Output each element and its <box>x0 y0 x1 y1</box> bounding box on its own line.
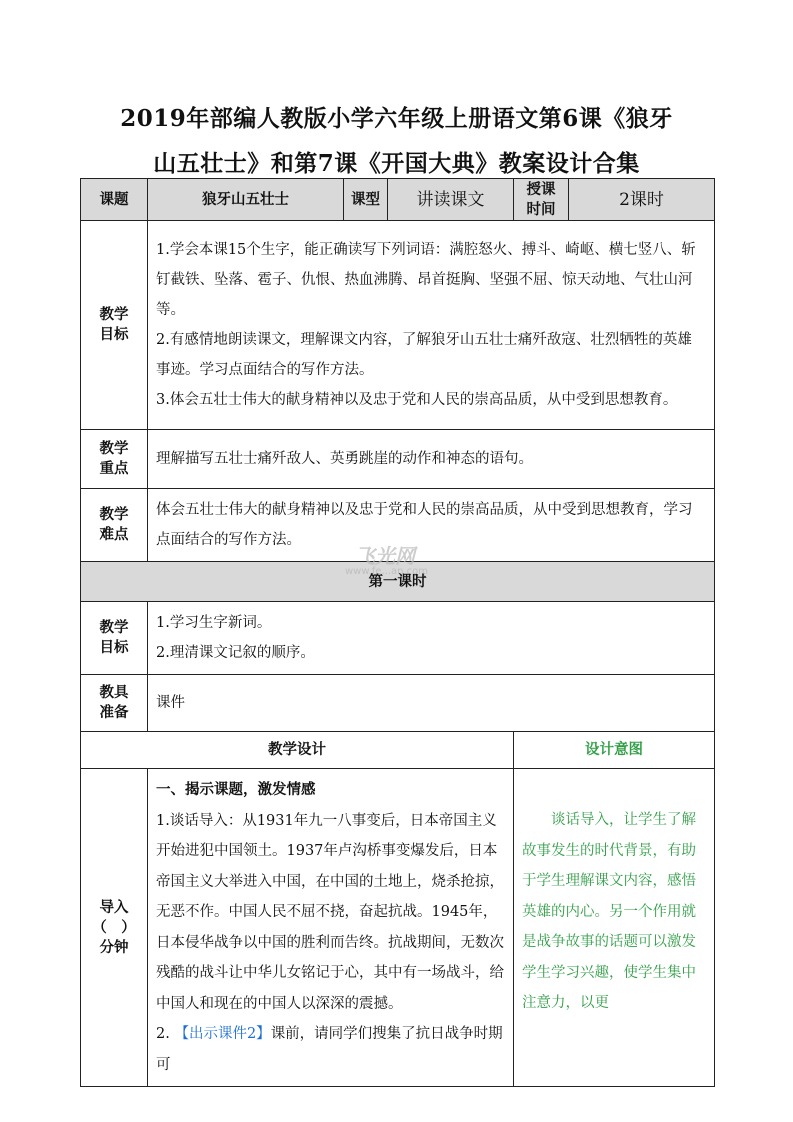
watermark-url: www.fe...an.com <box>345 566 429 577</box>
materials-label <box>81 675 148 732</box>
intent-column-header: 设计意图 <box>514 732 715 769</box>
paragraph-2-prefix: 2. <box>156 1026 170 1042</box>
first-lesson-objectives-row <box>81 602 715 675</box>
objectives-label-line-2: 目标 <box>99 326 129 343</box>
objective-item: 2.有感情地朗读课文，理解课文内容，了解狼牙山五壮士痛歼敌寇、壮烈牺牲的英雄事迹。学习点面结合的写作方法。 <box>156 332 692 378</box>
document-title-line-2: 山五壮士》和第7课《开国大典》教案设计合集 <box>153 150 640 177</box>
key-points-label <box>81 430 148 489</box>
design-paragraph-2 <box>156 1019 505 1080</box>
first-lesson-objectives-label <box>81 602 148 675</box>
section-label <box>81 769 148 1087</box>
topic-label: 课题 <box>81 179 148 221</box>
materials-label-line-1: 教具 <box>99 684 129 701</box>
intent-text: 谈话导入，让学生了解故事发生的时代背景，有助于学生理解课文内容，感悟英雄的内心。另一个作用就是战争故事的话题可以激发学生学习兴趣，使学生集中注意力，以更 <box>514 769 715 1087</box>
objectives-row <box>81 221 715 430</box>
first-lesson-band <box>81 562 715 602</box>
topic-value: 狼牙山五壮士 <box>148 179 344 221</box>
time-label <box>514 179 569 221</box>
paragraph-2-text: 课前，请同学们搜集了抗日战争时期可 <box>156 1026 503 1073</box>
design-header-row <box>81 732 715 769</box>
first-lesson-objective-item: 2.理清课文记叙的顺序。 <box>156 645 315 661</box>
design-column-header: 教学设计 <box>81 732 514 769</box>
difficulties-label <box>81 489 148 562</box>
objective-item: 3.体会五壮士伟大的献身精神以及忠于党和人民的崇高品质，从中受到思想教育。 <box>156 392 678 408</box>
lesson-plan-table <box>80 178 715 1087</box>
objectives-label <box>81 221 148 430</box>
materials-text: 课件 <box>148 675 715 732</box>
difficulties-label-line-1: 教学 <box>99 506 129 523</box>
materials-row <box>81 675 715 732</box>
type-value: 讲读课文 <box>388 179 514 221</box>
objectives-label-line-1: 教学 <box>99 306 129 323</box>
first-lesson-objectives <box>148 602 715 675</box>
first-lesson-objectives-label-line-1: 教学 <box>99 619 129 636</box>
key-points-row <box>81 430 715 489</box>
objective-item: 1.学会本课15个生字，能正确读写下列词语：满腔怒火、搏斗、崎岖、横七竖八、斩钉截铁、坠落、雹子、仇恨、热血沸腾、昂首挺胸、坚强不屈、惊天动地、气壮山河等。 <box>156 242 696 318</box>
difficulties-text: 体会五壮士伟大的献身精神以及忠于党和人民的崇高品质，从中受到思想教育，学习点面结合的写作方法。 <box>148 489 715 562</box>
time-label-line-2: 时间 <box>526 200 556 218</box>
document-title-line-1: 2019年部编人教版小学六年级上册语文第6课《狼牙 <box>120 105 673 132</box>
key-points-label-line-1: 教学 <box>99 440 129 457</box>
type-label: 课型 <box>344 179 388 221</box>
design-content <box>148 769 514 1087</box>
design-content-row <box>81 769 715 1087</box>
time-value: 2课时 <box>569 179 715 221</box>
design-paragraph-1: 1.谈话导入：从1931年九一八事变后，日本帝国主义开始进犯中国领土。1937年卢沟桥事变爆发后，日本帝国主义大举进入中国，在中国的土地上，烧杀抢掠，无恶不作。中国人民不屈不挠，奋起抗战。1945年，日本侵华战争以中国的胜利而告终。抗战期间，无数次残酷的战斗让中华儿女铭记于心，其中有一场战斗，给中国人和现在的中国人以深深的震撼。 <box>156 812 504 1012</box>
difficulties-row <box>81 489 715 562</box>
section-label-line-2: （ ） <box>92 918 136 936</box>
section-label-line-3: 分钟 <box>99 938 129 956</box>
time-label-line-1: 授课 <box>526 180 556 198</box>
key-points-label-line-2: 重点 <box>99 460 129 477</box>
section-label-line-1: 导入 <box>99 898 129 916</box>
slide-2-reference: 【出示课件2】 <box>174 1026 271 1042</box>
difficulties-label-line-2: 难点 <box>99 526 129 543</box>
first-lesson-heading: 第一课时 <box>81 562 715 602</box>
header-row <box>81 179 715 221</box>
first-lesson-objective-item: 1.学习生字新词。 <box>156 615 272 631</box>
first-lesson-objectives-label-line-2: 目标 <box>99 639 129 656</box>
key-points-text: 理解描写五壮士痛歼敌人、英勇跳崖的动作和神态的语句。 <box>148 430 715 489</box>
watermark-logo: 飞光网 <box>355 544 415 568</box>
materials-label-line-2: 准备 <box>99 704 129 721</box>
section-heading: 一、揭示课题，激发情感 <box>156 781 316 798</box>
objectives-content <box>148 221 715 430</box>
